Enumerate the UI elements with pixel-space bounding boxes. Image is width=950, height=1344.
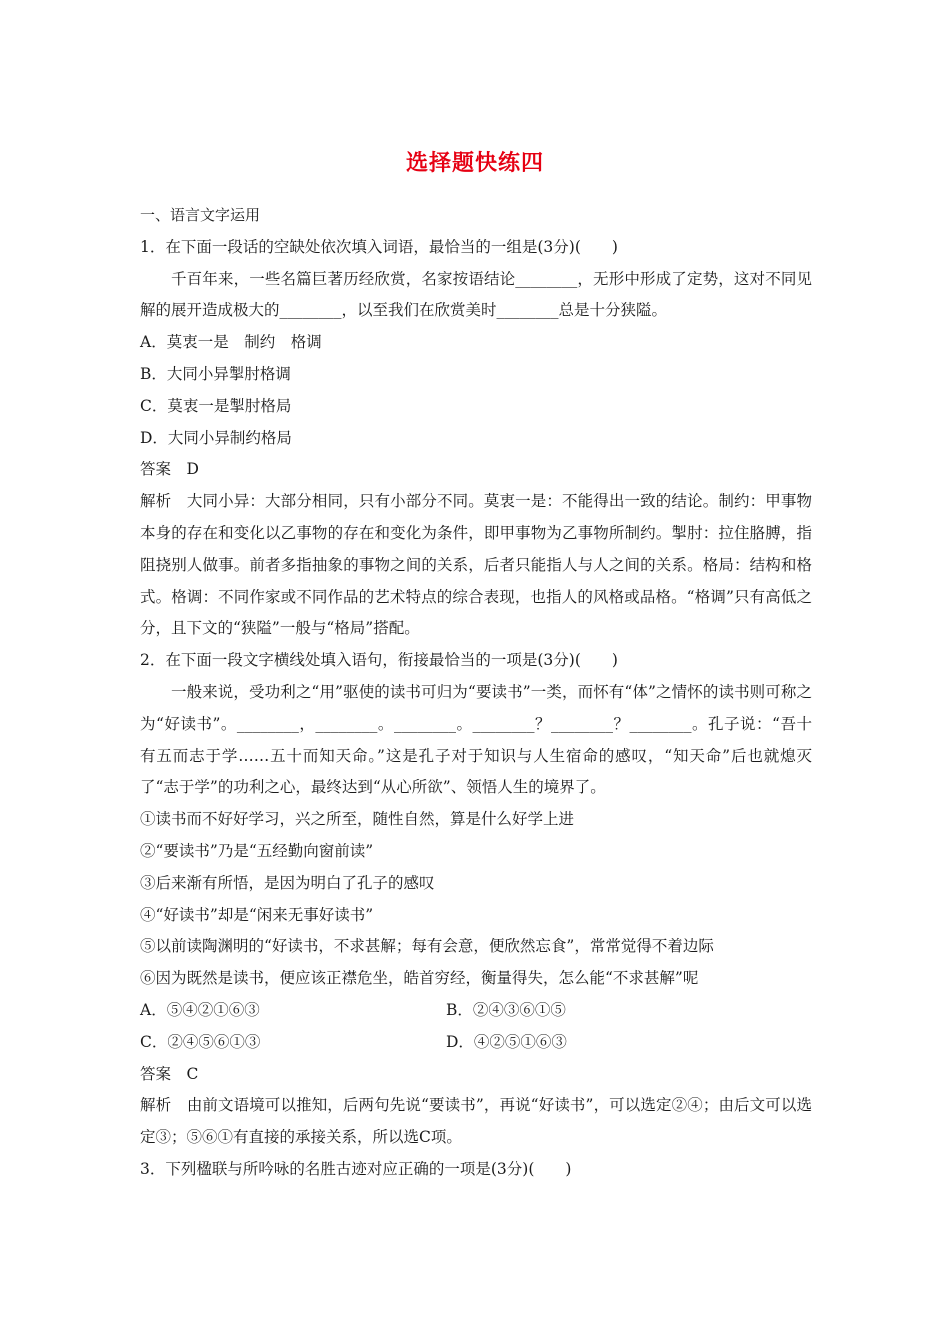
q3-stem: 3．下列楹联与所吟咏的名胜古迹对应正确的一项是(3分)( ) bbox=[140, 1159, 572, 1178]
q1-option-a: A．莫衷一是 制约 格调 bbox=[140, 333, 322, 352]
q1-option-c: C．莫衷一是掣肘格局 bbox=[140, 396, 292, 415]
q2-analysis: 解析 由前文语境可以推知，后两句先说“要读书”，再说“好读书”，可以选定②④；由后文可以选定③；⑤⑥①有直接的承接关系，所以选C项。 bbox=[140, 1096, 812, 1147]
q1-analysis: 解析 大同小异：大部分相同，只有小部分不同。莫衷一是：不能得出一致的结论。制约：甲事物本身的存在和变化以乙事物的存在和变化为条件，即甲事物为乙事物所制约。掣肘：拉住胳膊，指阻挠别人做事。前者多指抽象的事物之间的关系，后者只能指人与人之间的关系。格局：结构和格式。格调：不同作家或不同作品的艺术特点的综合表现，也指人的风格或品格。“格调”只有高低之分，且下文的“狭隘”一般与“格局”搭配。 bbox=[140, 492, 812, 638]
q2-option-c: C．②④⑤⑥①③ bbox=[140, 1032, 261, 1051]
q2-option-b: B．②④③⑥①⑤ bbox=[446, 1000, 566, 1019]
q1-option-d: D．大同小异制约格局 bbox=[140, 428, 292, 447]
q2-item-3: ③后来渐有所悟，是因为明白了孔子的感叹 bbox=[140, 873, 435, 892]
page-title: 选择题快练四 bbox=[405, 151, 544, 176]
q2-options-row-1 bbox=[140, 995, 812, 1027]
q2-passage: 一般来说，受功利之“用”驱使的读书可归为“要读书”一类，而怀有“体”之情怀的读书则可称之为“好读书”。________，________。________。________？________？________。孔子说：“吾十有五而志于学……五十而知天命。”这是孔子对于知识与人生宿命的感叹，“知天命”后也就熄灭了“志于学”的功利之心，最终达到“从心所欲”、领悟人生的境界了。 bbox=[140, 682, 812, 797]
q2-item-4: ④“好读书”却是“闲来无事好读书” bbox=[140, 905, 374, 924]
q1-passage: 千百年来，一些名篇巨著历经欣赏，名家按语结论________，无形中形成了定势，这对不同见解的展开造成极大的________，以至我们在欣赏美时________总是十分狭隘。 bbox=[140, 269, 812, 320]
q2-answer: 答案 C bbox=[140, 1064, 199, 1083]
q1-option-b: B．大同小异掣肘格调 bbox=[140, 364, 291, 383]
section-heading: 一、语言文字运用 bbox=[140, 206, 261, 224]
q2-item-6: ⑥因为既然是读书，便应该正襟危坐，皓首穷经，衡量得失，怎么能“不求甚解”呢 bbox=[140, 969, 699, 988]
q2-item-5: ⑤以前读陶渊明的“好读书，不求甚解；每有会意，便欣然忘食”，常常觉得不着边际 bbox=[140, 937, 714, 956]
q2-option-d: D．④②⑤①⑥③ bbox=[446, 1032, 567, 1051]
q1-answer: 答案 D bbox=[140, 460, 199, 479]
q2-item-2: ②“要读书”乃是“五经勤向窗前读” bbox=[140, 841, 374, 860]
q2-item-1: ①读书而不好好学习，兴之所至，随性自然，算是什么好学上进 bbox=[140, 810, 575, 829]
q2-options-row-2 bbox=[140, 1027, 812, 1059]
q2-option-a: A．⑤④②①⑥③ bbox=[140, 1000, 260, 1019]
q2-stem: 2．在下面一段文字横线处填入语句，衔接最恰当的一项是(3分)( ) bbox=[140, 651, 618, 670]
q1-stem: 1．在下面一段话的空缺处依次填入词语，最恰当的一组是(3分)( ) bbox=[140, 237, 618, 256]
document-body bbox=[140, 200, 812, 1186]
